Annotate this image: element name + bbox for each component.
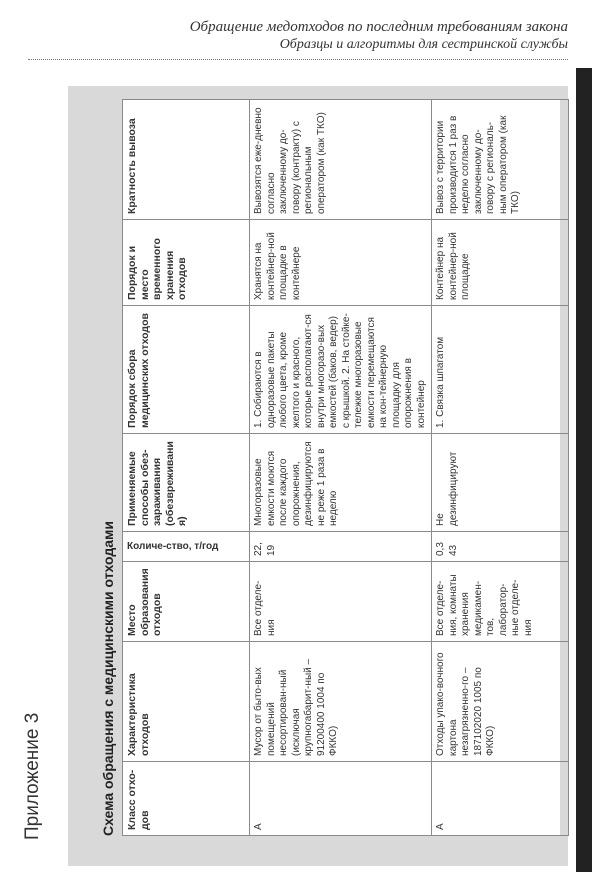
table-row — [432, 100, 569, 836]
cell-quantity: 22,19 — [250, 532, 432, 562]
col-header-characteristic: Характеристика отходов — [123, 642, 250, 762]
cell-storage: Хранятся на контейнер-ной площадке в контейнере — [250, 220, 432, 306]
page-header — [190, 18, 568, 54]
cell-class: А — [432, 762, 569, 836]
table-wrapper — [122, 100, 560, 836]
cell-disinfection: Многоразовые емкости моются после каждого опорожнения, дезинфицируются не реже 1 раза в неделю — [250, 434, 432, 532]
cell-characteristic: Мусор от быто-вых помещений несортирован-ный (исключая крупногабарит-ный – 91200400 1004 по ФККО) — [250, 642, 432, 762]
col-header-storage: Порядок и место временного хранения отходов — [123, 220, 250, 306]
col-header-frequency: Кратность вывоза — [123, 100, 250, 220]
col-header-disinfection: Применяемые способы обез-зараживания (обезвреживания) — [123, 434, 250, 532]
header-line-2: Образцы и алгоритмы для сестринской службы — [279, 37, 568, 52]
cell-characteristic: Отходы упако-вочного картона незагрязненно-го – 187102020 1005 по ФККО) — [432, 642, 569, 762]
appendix-label: Приложение 3 — [22, 712, 43, 840]
cell-collection: 1. Связка шпагатом — [432, 306, 569, 434]
cell-storage: Контейнер на контейнер-ной площадке — [432, 220, 569, 306]
side-tab-bar — [576, 68, 592, 872]
cell-disinfection: Не дезинфицируют — [432, 434, 569, 532]
col-header-class: Класс отхо-дов — [123, 762, 250, 836]
cell-quantity: 0,343 — [432, 532, 569, 562]
cell-place: Все отделе-ния — [250, 562, 432, 642]
cell-frequency: Вывоз с территории производится 1 раз в неделю согласно заключенному до-говору с региональ-ным оператором (как ТКО) — [432, 100, 569, 220]
table-title: Схема обращения с медицинскими отходами — [100, 521, 116, 836]
table-row — [250, 100, 432, 836]
header-line-1: Обращение медотходов по последним требованиям закона — [189, 19, 568, 35]
col-header-place: Место образования отходов — [123, 562, 250, 642]
col-header-quantity-text: Количе-ство, т/год — [127, 541, 219, 552]
cell-frequency: Вывозятся еже-дневно согласно заключенному до-говору (контракту) с региональным оператором (как ТКО) — [250, 100, 432, 220]
cell-collection: 1. Собираются в одноразовые пакеты любого цвета, кроме желтого и красного, которые располагают-ся внутри многоразо-вых емкостей (баков, ведер) с крышкой. 2. На стойке-тележке многоразовые емкости перемещаются на кон-тейнерную площадку для опорожнения в контейнер — [250, 306, 432, 434]
table-header-row — [123, 100, 250, 836]
col-header-collection: Порядок сбора медицинских отходов — [123, 306, 250, 434]
waste-table — [122, 99, 569, 836]
col-header-quantity — [123, 532, 250, 562]
header-divider — [28, 59, 568, 60]
cell-place: Все отделе-ния, комнаты хранения медикамен-тов, лаборатор-ные отделе-ния — [432, 562, 569, 642]
cell-class: А — [250, 762, 432, 836]
rotated-table-block — [100, 96, 560, 836]
